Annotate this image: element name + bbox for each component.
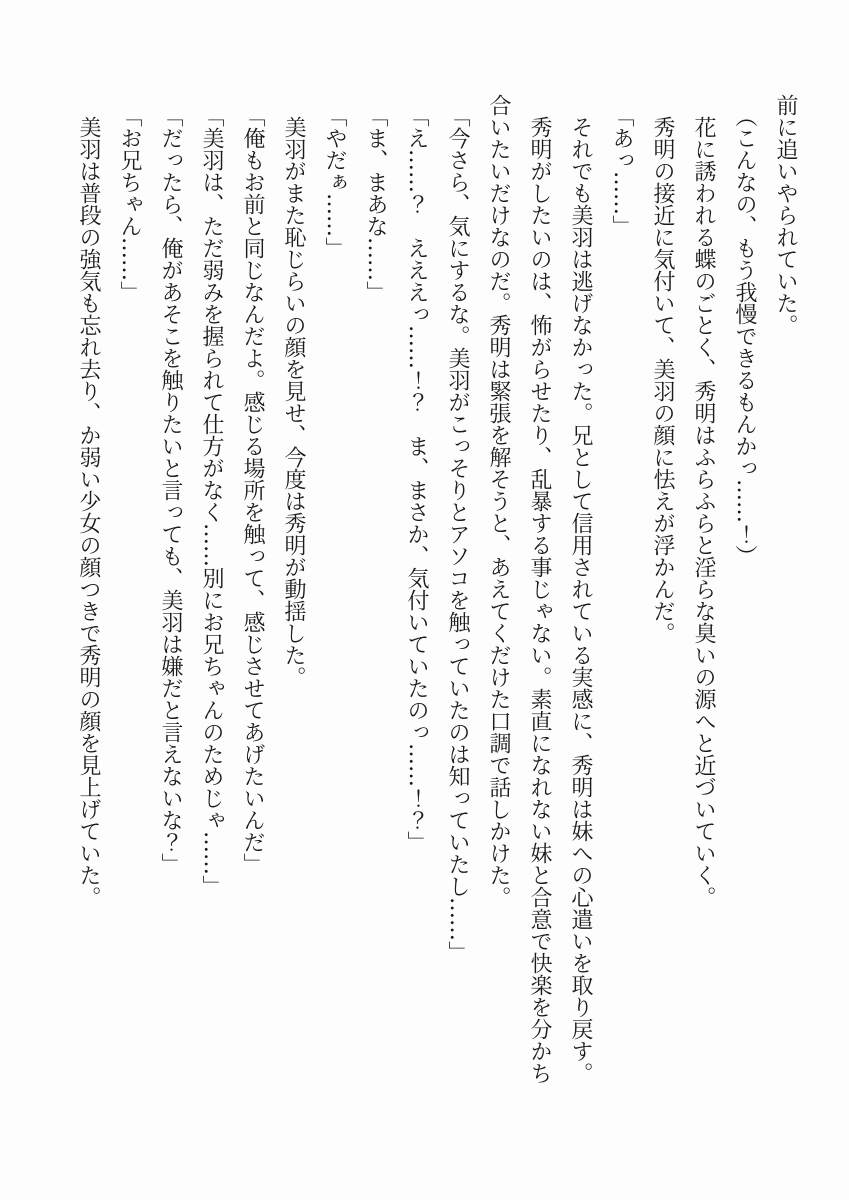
dialogue-line: 「今さら、気にするな。美羽がこっそりとアソコを触っていたのは知っていたし……」	[445, 105, 470, 963]
dialogue-line: 「やだぁ……」	[322, 105, 347, 259]
vertical-text-block	[68, 94, 806, 1089]
dialogue-line: 「お兄ちゃん……」	[117, 105, 142, 303]
narration-line: 花に誘われる蝶のごとく、秀明はふらふらと淫らな臭いの源へと近づいていく。	[691, 116, 716, 908]
dialogue-line: 「俺もお前と同じなんだよ。感じる場所を触って、感じさせてあげたいんだ」	[240, 105, 265, 875]
narration-continuation-line: 前に追いやられていた。	[773, 94, 798, 336]
inner-thought-line: （こんなの、もう我慢できるもんかっ……！）	[732, 105, 757, 567]
narration-line: 秀明がしたいのは、怖がらせたり、乱暴する事じゃない。素直になれない妹と合意で快楽を分かち合いたいだけなのだ。秀明は緊張を解そうと、あえてくだけた口調で話しかけた。	[486, 94, 552, 1084]
narration-line: 秀明の接近に気付いて、美羽の顔に怯えが浮かんだ。	[650, 116, 675, 644]
dialogue-line: 「え……？ えええっ……！？ ま、まさか、気付いていたのっ……！？」	[404, 105, 429, 853]
dialogue-line: 「だったら、俺があそこを触りたいと言っても、美羽は嫌だと言えないな？」	[158, 105, 183, 875]
narration-line: 美羽がまた恥じらいの顔を見せ、今度は秀明が動揺した。	[281, 116, 306, 688]
narration-line: それでも美羽は逃げなかった。兄として信用されている実感に、秀明は妹への心遣いを取り戻す。	[568, 116, 593, 1084]
dialogue-line: 「ま、まあな……」	[363, 105, 388, 303]
dialogue-line: 「あっ……」	[609, 105, 634, 237]
dialogue-line: 「美羽は、ただ弱みを握られて仕方がなく……別にお兄ちゃんのためじゃ……」	[199, 105, 224, 897]
narration-line: 美羽は普段の強気も忘れ去り、か弱い少女の顔つきで秀明の顔を見上げていた。	[76, 116, 101, 908]
